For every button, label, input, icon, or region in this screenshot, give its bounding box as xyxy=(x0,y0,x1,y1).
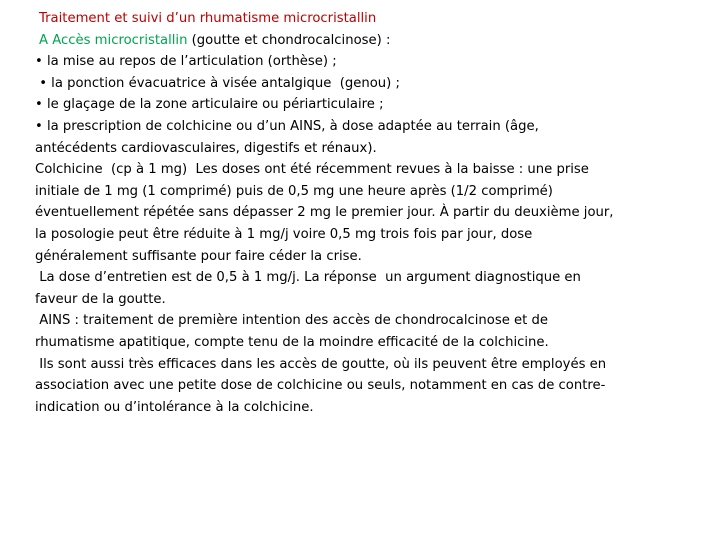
text-line: éventuellement répétée sans dépasser 2 mg le premier jour. À partir du deuxième jour, xyxy=(35,205,614,221)
text-line: faveur de la goutte. xyxy=(35,291,166,307)
text-line: la posologie peut être réduite à 1 mg/j voire 0,5 mg trois fois par jour, dose xyxy=(35,226,533,242)
section-a-heading: A Accès microcristallin xyxy=(39,32,188,48)
text-line: initiale de 1 mg (1 comprimé) puis de 0,5 mg une heure après (1/2 comprimé) xyxy=(35,183,553,199)
text-line: AINS : traitement de première intention des accès de chondrocalcinose et de xyxy=(35,313,548,329)
text-line: • la ponction évacuatrice à visée antalgique (genou) ; xyxy=(35,75,400,91)
text-line: La dose d’entretien est de 0,5 à 1 mg/j. La réponse un argument diagnostique en xyxy=(35,270,581,286)
text-line: Colchicine (cp à 1 mg) Les doses ont été récemment revues à la baisse : une prise xyxy=(35,162,589,178)
document-title: Traitement et suivi d’un rhumatisme microcristallin xyxy=(39,11,377,26)
text-line: • la prescription de colchicine ou d’un AINS, à dose adaptée au terrain (âge, xyxy=(35,118,539,134)
text-line: généralement suffisante pour faire céder la crise. xyxy=(35,248,362,264)
text-line: Ils sont aussi très efficaces dans les accès de goutte, où ils peuvent être employés en xyxy=(35,356,607,372)
text-line: association avec une petite dose de colchicine ou seuls, notamment en cas de contre- xyxy=(35,378,606,394)
section-a-heading-line xyxy=(35,30,685,52)
text-line: • la mise au repos de l’articulation (orthèse) ; xyxy=(35,54,337,70)
text-line: antécédents cardiovasculaires, digestifs et rénaux). xyxy=(35,140,377,156)
text-line: rhumatisme apatitique, compte tenu de la moindre efficacité de la colchicine. xyxy=(35,334,549,350)
text-line: • le glaçage de la zone articulaire ou périarticulaire ; xyxy=(35,97,384,113)
text-line: indication ou d’intolérance à la colchicine. xyxy=(35,399,314,415)
document-body xyxy=(35,8,685,418)
section-a-heading-rest: (goutte et chondrocalcinose) : xyxy=(187,32,391,48)
